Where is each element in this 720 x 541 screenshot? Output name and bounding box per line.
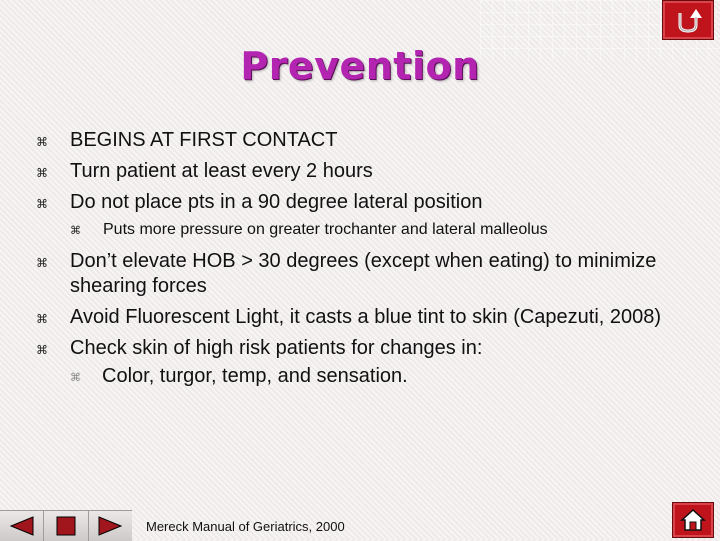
stop-button[interactable]: [44, 511, 88, 541]
home-button[interactable]: [672, 502, 714, 538]
bullet-icon: ⌘: [36, 197, 48, 211]
previous-slide-button[interactable]: [0, 511, 44, 541]
list-item: ⌘ Avoid Fluorescent Light, it casts a blue tint to skin (Capezuti, 2008): [36, 305, 696, 330]
bullet-icon: ⌘: [36, 135, 48, 149]
bullet-list: [36, 128, 696, 389]
bullet-icon: ⌘: [36, 312, 48, 326]
forward-arrow-icon: [95, 515, 125, 537]
sub-list-item: ⌘ Puts more pressure on greater trochanter and lateral malleolus: [36, 219, 696, 241]
list-item: ⌘ Check skin of high risk patients for changes in:: [36, 336, 696, 361]
list-item: ⌘ BEGINS AT FIRST CONTACT: [36, 128, 696, 153]
slide-navigation: [0, 510, 132, 541]
bullet-icon: ⌘: [36, 343, 48, 357]
bullet-icon: ⌘: [36, 256, 48, 270]
bullet-icon: ⌘: [70, 371, 81, 384]
bullet-icon: ⌘: [36, 166, 48, 180]
sub-list-item: ⌘ Color, turgor, temp, and sensation.: [36, 363, 696, 389]
return-button[interactable]: [662, 0, 714, 40]
slide-title: Prevention: [240, 44, 480, 88]
return-arrow-icon: [672, 5, 704, 35]
list-item: ⌘ Don’t elevate HOB > 30 degrees (except when eating) to minimize shearing forces: [36, 250, 657, 297]
home-icon: [679, 507, 707, 533]
next-slide-button[interactable]: [89, 511, 132, 541]
citation-text: Mereck Manual of Geriatrics, 2000: [146, 519, 345, 534]
back-arrow-icon: [7, 515, 37, 537]
stop-square-icon: [54, 515, 78, 537]
list-item: ⌘ Turn patient at least every 2 hours: [36, 159, 696, 184]
list-item: ⌘ Do not place pts in a 90 degree lateral position: [36, 190, 696, 215]
bullet-icon: ⌘: [70, 224, 81, 237]
